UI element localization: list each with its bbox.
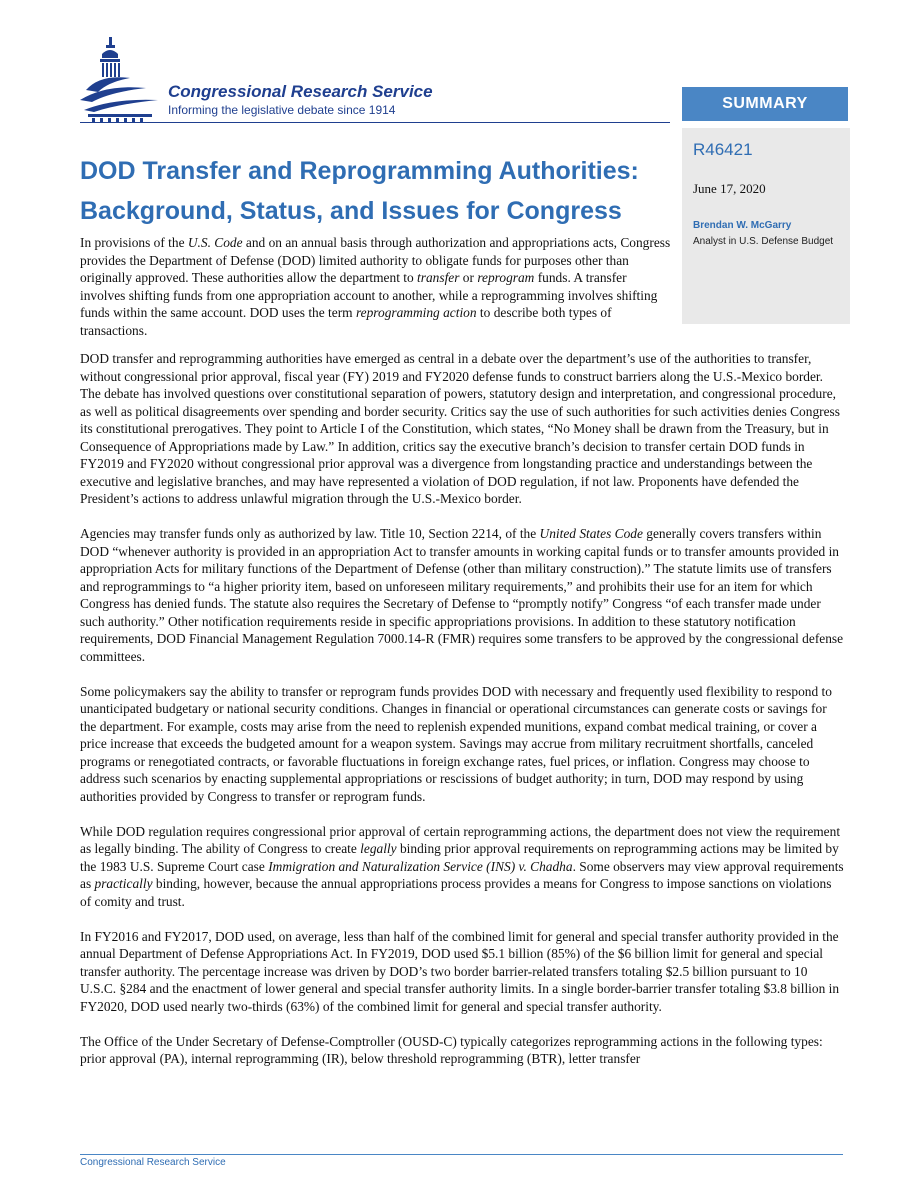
summary-body — [80, 350, 845, 1085]
intro-paragraph: In provisions of the U.S. Code and on an annual basis through authorization and appropriations acts, Congress provides the Department of Defense (DOD) limited authority to obligate funds for purposes other than originally approved. These authorities allow the department to transfer or reprogram funds. A transfer involves shifting funds from one appropriation account to another, while a reprogramming involves shifting funds within the same account. DOD uses the term reprogramming action to describe both types of transactions. — [80, 235, 671, 338]
paragraph-action-types: The Office of the Under Secretary of Defense-Comptroller (OUSD-C) typically categorizes reprogramming actions in the following types: prior approval (PA), internal reprogramming (IR), below threshold reprogramming (BTR), letter transfer — [80, 1033, 823, 1066]
report-date: June 17, 2020 — [693, 181, 766, 196]
author-role: Analyst in U.S. Defense Budget — [693, 236, 834, 247]
paragraph-transfer-law: Agencies may transfer funds only as authorized by law. Title 10, Section 2214, of the United States Code generally covers transfers within DOD “whenever authority is provided in an appropriation Act to transfer amounts in working capital funds or to transfer amounts provided in appropriation Acts for military functions of the Department of Defense (other than military construction).” The statute limits use of transfers and reprogrammings to “a higher priority item, based on unforeseen military requirements,” and prohibits their use for an item for which Congress has denied funds. The statute also requires the Secretary of Defense to “promptly notify” Congress “of each transfer made under such authority.” Other notification requirements reside in specific appropriations provisions. In addition to these statutory notification requirements, DOD Financial Management Regulation 7000.14-R (FMR) requires some transfers to be approved by the congressional defense committees. — [80, 526, 844, 664]
paragraph-prior-approval: While DOD regulation requires congressional prior approval of certain reprogramming actions, the department does not view the requirement as legally binding. The ability of Congress to create legally binding prior approval requirements on reprogramming actions may be limited by the 1983 U.S. Supreme Court case Immigration and Naturalization Service (INS) v. Chadha. Some observers may view approval requirements as practically binding, however, because the annual appropriations process provides a means for Congress to impose sanctions on violations of comity and trust. — [80, 823, 844, 909]
footer-divider — [80, 1154, 843, 1155]
author-name: Brendan W. McGarry — [693, 220, 792, 231]
paragraph-usage-statistics: In FY2016 and FY2017, DOD used, on average, less than half of the combined limit for general and special transfer authority provided in the annual Department of Defense Appropriations Act. In FY2019, DOD used $5.1 billion (85%) of the $6 billion limit for general and special transfer authority. The percentage increase was driven by DOD’s two border barrier-related transfers totaling $2.5 billion pursuant to 10 U.S.C. §284 and the enactment of lower general and special transfer authority limits. In a single border-barrier transfer totaling $3.8 billion in FY2020, DOD used nearly two-thirds (63%) of the combined limit for general and special transfer authority. — [80, 928, 840, 1014]
report-number: R46421 — [693, 140, 753, 159]
header-divider — [80, 122, 670, 123]
summary-label: SUMMARY — [682, 87, 848, 121]
report-info-sidebar — [682, 128, 850, 324]
page-footer: Congressional Research Service — [80, 1157, 226, 1168]
page-title: DOD Transfer and Reprogramming Authorities: Background, Status, and Issues for Congress — [80, 157, 639, 225]
org-tagline: Informing the legislative debate since 1914 — [168, 103, 396, 117]
crs-logo — [80, 34, 670, 124]
paragraph-border-debate: DOD transfer and reprogramming authorities have emerged as central in a debate over the department’s use of the authorities to transfer, without congressional prior approval, fiscal year (FY) 2019 and FY2020 defense funds to construct barriers along the U.S.-Mexico border. The debate has involved questions over constitutional separation of powers, statutory design and interpretation, and congressional procedure, as well as political disagreements over spending and border security. Critics say the use of such authorities for such activities denies Congress its constitutional prerogatives. They point to Article I of the Constitution, which states, “No Money shall be drawn from the Treasury, but in Consequence of Appropriations made by Law.” In addition, critics say the executive branch’s decision to transfer certain DOD funds in FY2019 and FY2020 without congressional prior approval was a divergence from longstanding practice and understandings between the executive and legislative branches, and may have represented a violation of DOD regulation, if not law. Proponents have defended the President’s actions to address unlawful migration through the U.S.-Mexico border. — [80, 351, 840, 506]
org-name: Congressional Research Service — [168, 82, 433, 101]
paragraph-flexibility: Some policymakers say the ability to transfer or reprogram funds provides DOD with necessary and frequently used flexibility to respond to unanticipated budgetary or national security conditions. Changes in financial or operational circumstances can generate costs or savings for the department. For example, costs may arise from the need to replenish expended munitions, expand combat medical training, or cover a price increase that exceeds the budgeted amount for a weapon system. Savings may accrue from military recruitment shortfalls, canceled programs or renegotiated contracts, or favorable fluctuations in foreign exchange rates, fuel prices, or inflation. Congress may choose to address such scenarios by enacting supplemental appropriations or rescissions of budget authority; in turn, DOD may respond by using authorities provided by Congress to transfer or reprogram funds. — [80, 683, 832, 804]
capitol-dome-icon — [80, 34, 166, 124]
